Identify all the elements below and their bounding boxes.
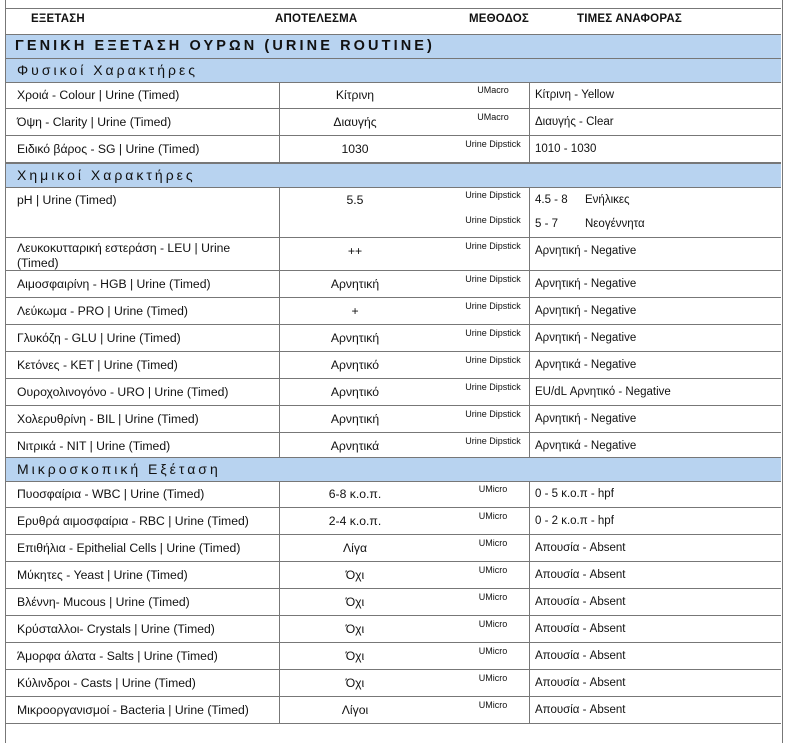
section-chemical (5, 163, 781, 188)
test-result: Διαυγής (333, 115, 377, 129)
reference-value: Απουσία - Absent (535, 650, 626, 662)
test-result: ++ (347, 244, 363, 258)
test-name: Πυοσφαίρια - WBC | Urine (Timed) (17, 487, 205, 501)
test-name: Χροιά - Colour | Urine (Timed) (17, 88, 180, 102)
test-method: Urine Dipstick (465, 215, 521, 225)
table-row (5, 379, 781, 406)
reference-group: Νεογέννητα (585, 218, 645, 230)
table-row (5, 535, 781, 562)
reference-value: Αρνητική - Negative (535, 245, 637, 257)
test-method: UMicro (478, 592, 508, 602)
test-method: UMicro (478, 673, 508, 683)
table-row (5, 271, 781, 298)
test-result: Όχι (345, 649, 365, 663)
test-name: Κύλινδροι - Casts | Urine (Timed) (17, 676, 196, 690)
header-method: ΜΕΘΟΔΟΣ (469, 13, 530, 25)
test-method: Urine Dipstick (465, 328, 521, 338)
table-row (5, 643, 781, 670)
table-row (5, 697, 781, 724)
reference-value: Αρνητική - Negative (535, 332, 637, 344)
test-result: 2-4 κ.ο.π. (328, 514, 382, 528)
table-row (5, 562, 781, 589)
reference-value: Διαυγής - Clear (535, 116, 614, 128)
report-title-bar (5, 34, 781, 58)
reference-value: Αρνητικά - Negative (535, 440, 637, 452)
reference-value: Απουσία - Absent (535, 677, 626, 689)
test-result: Λίγα (343, 541, 367, 555)
test-result: Αρνητικό (330, 385, 380, 399)
test-method: Urine Dipstick (465, 139, 521, 149)
test-result: + (351, 304, 359, 318)
test-method: UMicro (478, 700, 508, 710)
test-name: Γλυκόζη - GLU | Urine (Timed) (17, 331, 181, 345)
test-method: Urine Dipstick (465, 409, 521, 419)
report-title: ΓΕΝΙΚΗ ΕΞΕΤΑΣΗ ΟΥΡΩΝ (URINE ROUTINE) (15, 38, 435, 54)
reference-group: Ενήλικες (585, 194, 630, 206)
table-row (5, 406, 781, 433)
test-name: pH | Urine (Timed) (17, 193, 117, 207)
reference-value: Απουσία - Absent (535, 704, 626, 716)
test-method: UMicro (478, 511, 508, 521)
test-name: Όψη - Clarity | Urine (Timed) (17, 115, 172, 129)
test-method: Urine Dipstick (465, 355, 521, 365)
test-name: Ερυθρά αιμοσφαίρια - RBC | Urine (Timed) (17, 514, 249, 528)
test-name: Ουροχολινογόνο - URO | Urine (Timed) (17, 385, 229, 399)
test-result: Λίγοι (341, 703, 369, 717)
test-name: Μύκητες - Yeast | Urine (Timed) (17, 568, 188, 582)
test-result: Όχι (345, 676, 365, 690)
test-name: Κετόνες - KET | Urine (Timed) (17, 358, 178, 372)
test-method: UMacro (477, 85, 509, 95)
test-name: Χολερυθρίνη - BIL | Urine (Timed) (17, 412, 199, 426)
test-method: UMicro (478, 484, 508, 494)
reference-value: Αρνητική - Negative (535, 413, 637, 425)
test-result: Όχι (345, 568, 365, 582)
reference-value: Αρνητική - Negative (535, 278, 637, 290)
test-method: UMicro (478, 538, 508, 548)
test-result: Αρνητική (330, 277, 380, 291)
section-microscopic-label: Μικροσκοπική Εξέταση (17, 461, 221, 477)
test-method: Urine Dipstick (465, 436, 521, 446)
test-name: Λεύκωμα - PRO | Urine (Timed) (17, 304, 188, 318)
table-row (5, 589, 781, 616)
section-microscopic (5, 457, 781, 482)
reference-value: 0 - 5 κ.ο.π - hpf (535, 488, 614, 500)
table-row (5, 670, 781, 697)
test-result: Κίτρινη (335, 88, 375, 102)
header-result: ΑΠΟΤΕΛΕΣΜΑ (275, 13, 358, 25)
section-chemical-label: Χημικοί Χαρακτήρες (17, 167, 196, 183)
reference-value: 1010 - 1030 (535, 143, 597, 155)
test-result: 1030 (341, 142, 369, 156)
test-name: Επιθήλια - Epithelial Cells | Urine (Timed) (17, 541, 241, 555)
reference-range: 4.5 - 8 (535, 194, 568, 206)
table-row-ph (5, 187, 781, 238)
reference-value: EU/dL Αρνητικό - Negative (535, 386, 671, 398)
test-method: UMicro (478, 646, 508, 656)
table-row (5, 616, 781, 643)
header-test: ΕΞΕΤΑΣΗ (31, 13, 85, 25)
test-name: Νιτρικά - NIT | Urine (Timed) (17, 439, 171, 453)
test-name: Βλέννη- Mucous | Urine (Timed) (17, 595, 190, 609)
test-method: Urine Dipstick (465, 274, 521, 284)
test-method: UMicro (478, 565, 508, 575)
table-row (5, 298, 781, 325)
test-result: Όχι (345, 622, 365, 636)
reference-value: Απουσία - Absent (535, 542, 626, 554)
test-name: Άμορφα άλατα - Salts | Urine (Timed) (17, 649, 218, 663)
test-result: Αρνητική (330, 412, 380, 426)
test-method: Urine Dipstick (465, 190, 521, 200)
table-row (5, 238, 781, 271)
test-result: Αρνητική (330, 331, 380, 345)
table-header (5, 8, 781, 35)
test-method: Urine Dipstick (465, 382, 521, 392)
table-row (5, 325, 781, 352)
reference-value: Αρνητικά - Negative (535, 359, 637, 371)
reference-value: Απουσία - Absent (535, 569, 626, 581)
reference-range: 5 - 7 (535, 218, 559, 230)
test-result: 5.5 (346, 193, 364, 207)
test-result: Αρνητικά (330, 439, 380, 453)
header-reference: ΤΙΜΕΣ ΑΝΑΦΟΡΑΣ (577, 13, 682, 25)
test-name: Μικροοργανισμοί - Bacteria | Urine (Timed) (17, 703, 249, 717)
test-result: 6-8 κ.ο.π. (328, 487, 382, 501)
test-method: Urine Dipstick (465, 301, 521, 311)
test-method: Urine Dipstick (465, 241, 521, 251)
table-row (5, 352, 781, 379)
test-name: Αιμοσφαιρίνη - HGB | Urine (Timed) (17, 277, 211, 291)
reference-value: Κίτρινη - Yellow (535, 89, 615, 101)
test-result: Αρνητικό (330, 358, 380, 372)
test-name: Ειδικό βάρος - SG | Urine (Timed) (17, 142, 200, 156)
table-row (5, 109, 781, 136)
reference-value: 0 - 2 κ.ο.π - hpf (535, 515, 614, 527)
table-row (5, 433, 781, 460)
section-physical (5, 58, 781, 83)
reference-value: Απουσία - Absent (535, 623, 626, 635)
test-method: UMicro (478, 619, 508, 629)
reference-value: Αρνητική - Negative (535, 305, 637, 317)
table-row (5, 508, 781, 535)
reference-value: Απουσία - Absent (535, 596, 626, 608)
reference-value (535, 193, 630, 208)
table-row (5, 481, 781, 508)
test-name: Λευκοκυτταρική εστεράση - LEU | Urine (Timed) (17, 241, 231, 270)
table-row (5, 136, 781, 163)
test-method: UMacro (477, 112, 509, 122)
reference-value (535, 217, 645, 232)
test-result: Όχι (345, 595, 365, 609)
test-name: Κρύσταλλοι- Crystals | Urine (Timed) (17, 622, 215, 636)
section-physical-label: Φυσικοί Χαρακτήρες (17, 62, 198, 78)
table-row (5, 82, 781, 109)
